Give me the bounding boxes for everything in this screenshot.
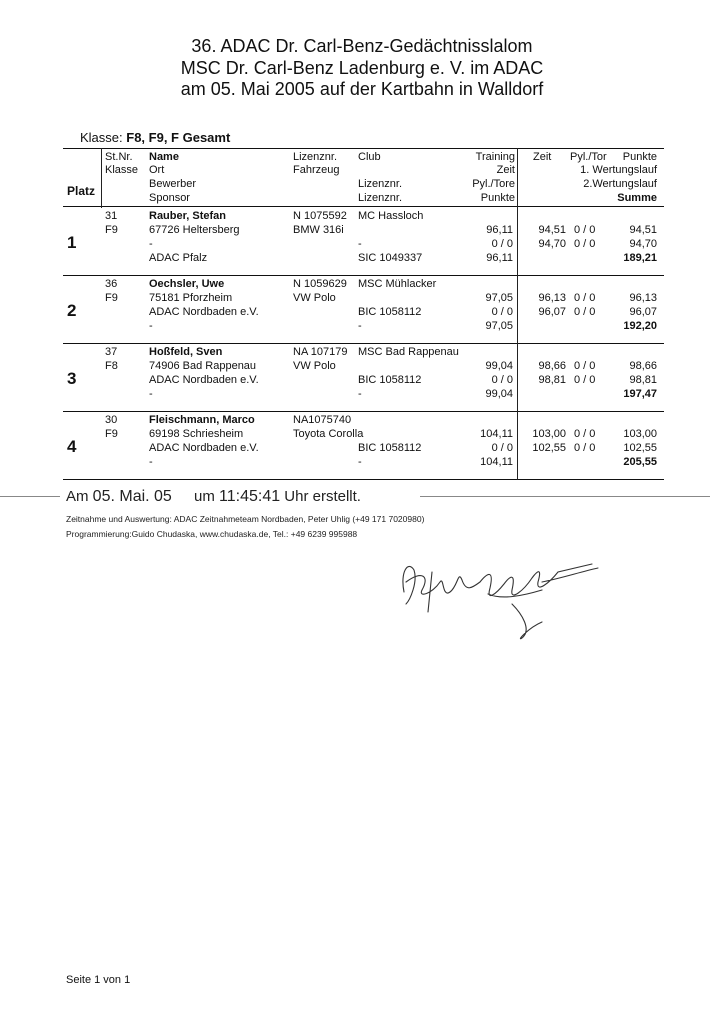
- footer-date: 05. Mai. 05: [92, 488, 172, 505]
- hdr-ort: Ort: [149, 164, 165, 176]
- entry-summe: 189,21: [623, 252, 657, 264]
- entry-training-zeit: 99,04: [485, 360, 513, 372]
- entry-summe: 197,47: [623, 388, 657, 400]
- class-heading: [80, 130, 230, 145]
- entry-punkte-2: 96,07: [629, 306, 657, 318]
- footer-suffix: Uhr erstellt.: [284, 488, 361, 505]
- credit-programming: Programmierung:Guido Chudaska, www.chudaska.de, Tel.: +49 6239 995988: [66, 529, 358, 539]
- entry-pyl-2: 0 / 0: [574, 374, 596, 386]
- entry-summe: 205,55: [623, 456, 657, 468]
- entry-zeit-2: 94,70: [538, 238, 566, 250]
- entry-sponsor: -: [149, 456, 153, 468]
- entry-training-punkte: 97,05: [485, 320, 513, 332]
- footer-time: 11:45:41: [219, 488, 281, 505]
- entry-stnr: 36: [105, 278, 118, 290]
- entry-zeit-1: 96,13: [538, 292, 566, 304]
- entry-bewerber: ADAC Nordbaden e.V.: [149, 374, 259, 386]
- entry-punkte-2: 94,70: [629, 238, 657, 250]
- credit-timing: Zeitnahme und Auswertung: ADAC Zeitnahmeteam Nordbaden, Peter Uhlig (+49 171 7020980): [66, 514, 425, 524]
- entry-zeit-1: 103,00: [532, 428, 566, 440]
- entry-platz: 2: [67, 301, 77, 320]
- hdr-bewerber: Bewerber: [149, 178, 197, 190]
- entry-sponsor: ADAC Pfalz: [149, 252, 208, 264]
- entry-klasse: F9: [105, 428, 118, 440]
- footer-dash-left: [0, 496, 60, 497]
- header-bottom-rule: [63, 206, 664, 207]
- entry-ort: 74906 Bad Rappenau: [149, 360, 257, 372]
- footer-um: um: [194, 488, 215, 505]
- entry-zeit-2: 96,07: [538, 306, 566, 318]
- entry-training-pyl: 0 / 0: [491, 238, 513, 250]
- entry-stnr: 37: [105, 346, 118, 358]
- entry-lizenz: NA 107179: [293, 346, 348, 358]
- entry-ort: 75181 Pforzheim: [149, 292, 233, 304]
- entry-stnr: 30: [105, 414, 118, 426]
- entry-pyl-1: 0 / 0: [574, 360, 596, 372]
- entry-training-zeit: 97,05: [485, 292, 513, 304]
- entry-platz: 3: [67, 369, 77, 388]
- entry-club-lizenz-2: -: [358, 456, 362, 468]
- training-divider: [517, 148, 518, 480]
- entry-zeit-1: 94,51: [538, 224, 566, 236]
- entry-zeit-2: 98,81: [538, 374, 566, 386]
- hdr-klasse: Klasse: [105, 164, 139, 176]
- signature-image: [392, 542, 612, 642]
- entry-fahrzeug: VW Polo: [293, 360, 336, 372]
- class-value: F8, F9, F Gesamt: [126, 130, 231, 145]
- entry-sponsor: -: [149, 320, 153, 332]
- hdr-wertungslauf-2: 2.Wertungslauf: [583, 178, 657, 190]
- hdr-training-pyl: Pyl./Tore: [472, 178, 515, 190]
- hdr-stnr: St.Nr.: [105, 151, 133, 163]
- entry-name: Fleischmann, Marco: [149, 414, 255, 426]
- entry-club-lizenz-1: -: [358, 238, 362, 250]
- hdr-platz: Platz: [67, 184, 96, 198]
- entry-club-lizenz-2: -: [358, 388, 362, 400]
- entry-punkte-1: 94,51: [629, 224, 657, 236]
- entry-pyl-1: 0 / 0: [574, 428, 596, 440]
- entry-training-punkte: 104,11: [480, 456, 513, 468]
- title-line-2: MSC Dr. Carl-Benz Ladenburg e. V. im ADAC: [180, 57, 544, 78]
- entry-training-punkte: 96,11: [486, 252, 513, 264]
- entry-pyl-2: 0 / 0: [574, 238, 596, 250]
- entry-training-punkte: 99,04: [485, 388, 513, 400]
- entry-training-pyl: 0 / 0: [491, 374, 513, 386]
- entry-separator: [63, 479, 664, 480]
- hdr-club-lizenz-2: Lizenznr.: [358, 192, 403, 204]
- entry-fahrzeug: VW Polo: [293, 292, 336, 304]
- hdr-training-zeit: Zeit: [496, 164, 515, 176]
- entry-club-lizenz-1: BIC 1058112: [358, 374, 422, 386]
- entry-separator: [63, 275, 664, 276]
- entry-punkte-1: 98,66: [629, 360, 657, 372]
- hdr-sponsor: Sponsor: [149, 192, 190, 204]
- created-timestamp: [66, 488, 361, 506]
- hdr-pyltor: Pyl./Tor: [570, 151, 607, 163]
- page-number: Seite 1 von 1: [66, 974, 131, 986]
- entry-training-pyl: 0 / 0: [491, 306, 513, 318]
- entry-punkte-2: 98,81: [629, 374, 657, 386]
- class-label: Klasse:: [80, 130, 123, 145]
- entry-platz: 4: [67, 437, 77, 456]
- entry-training-zeit: 104,11: [480, 428, 513, 440]
- hdr-training: Training: [475, 151, 515, 163]
- entry-ort: 69198 Schriesheim: [149, 428, 244, 440]
- entry-club: MC Hassloch: [358, 210, 424, 222]
- entry-separator: [63, 343, 664, 344]
- entry-ort: 67726 Heltersberg: [149, 224, 240, 236]
- entry-zeit-1: 98,66: [538, 360, 566, 372]
- platz-divider: [101, 148, 102, 208]
- hdr-zeit: Zeit: [533, 151, 552, 163]
- entry-lizenz: N 1059629: [293, 278, 347, 290]
- hdr-fahrzeug: Fahrzeug: [293, 164, 340, 176]
- entry-lizenz: NA1075740: [293, 414, 352, 426]
- hdr-summe: Summe: [617, 192, 657, 204]
- entry-pyl-2: 0 / 0: [574, 442, 596, 454]
- hdr-lizenznr: Lizenznr.: [293, 151, 338, 163]
- document-title: [0, 36, 724, 101]
- hdr-wertungslauf-1: 1. Wertungslauf: [580, 164, 657, 176]
- hdr-club: Club: [358, 151, 381, 163]
- entry-pyl-2: 0 / 0: [574, 306, 596, 318]
- hdr-punkte: Punkte: [622, 151, 657, 163]
- entry-pyl-1: 0 / 0: [574, 292, 596, 304]
- entry-name: Hoßfeld, Sven: [149, 346, 223, 358]
- entry-klasse: F9: [105, 224, 118, 236]
- entry-fahrzeug: BMW 316i: [293, 224, 344, 236]
- entry-punkte-1: 96,13: [629, 292, 657, 304]
- entry-platz: 1: [67, 233, 77, 252]
- entry-pyl-1: 0 / 0: [574, 224, 596, 236]
- entry-sponsor: -: [149, 388, 153, 400]
- entry-training-zeit: 96,11: [486, 224, 513, 236]
- title-line-3: am 05. Mai 2005 auf der Kartbahn in Walldorf: [180, 79, 544, 99]
- entry-punkte-1: 103,00: [623, 428, 657, 440]
- entry-fahrzeug: Toyota Corolla: [293, 428, 364, 440]
- footer-am: Am: [66, 488, 89, 505]
- entry-stnr: 31: [105, 210, 118, 222]
- entry-klasse: F8: [105, 360, 118, 372]
- entry-separator: [63, 411, 664, 412]
- entry-club-lizenz-2: -: [358, 320, 362, 332]
- hdr-club-lizenz-1: Lizenznr.: [358, 178, 403, 190]
- entry-club-lizenz-1: BIC 1058112: [358, 306, 422, 318]
- entry-bewerber: ADAC Nordbaden e.V.: [149, 306, 259, 318]
- entry-club: MSC Mühlacker: [358, 278, 437, 290]
- entry-club-lizenz-1: BIC 1058112: [358, 442, 422, 454]
- hdr-training-punkte: Punkte: [480, 192, 515, 204]
- hdr-name: Name: [149, 151, 179, 163]
- entry-zeit-2: 102,55: [532, 442, 566, 454]
- entry-name: Oechsler, Uwe: [149, 278, 225, 290]
- title-line-1: 36. ADAC Dr. Carl-Benz-Gedächtnisslalom: [191, 36, 533, 56]
- footer-dash-right: [420, 496, 710, 497]
- entry-name: Rauber, Stefan: [149, 210, 227, 222]
- entry-lizenz: N 1075592: [293, 210, 347, 222]
- entry-club-lizenz-2: SIC 1049337: [358, 252, 423, 264]
- table-top-rule: [63, 148, 664, 149]
- entry-bewerber: ADAC Nordbaden e.V.: [149, 442, 259, 454]
- entry-bewerber: -: [149, 238, 153, 250]
- entry-summe: 192,20: [623, 320, 657, 332]
- entry-klasse: F9: [105, 292, 118, 304]
- entry-training-pyl: 0 / 0: [491, 442, 513, 454]
- entry-punkte-2: 102,55: [623, 442, 657, 454]
- entry-club: MSC Bad Rappenau: [358, 346, 459, 358]
